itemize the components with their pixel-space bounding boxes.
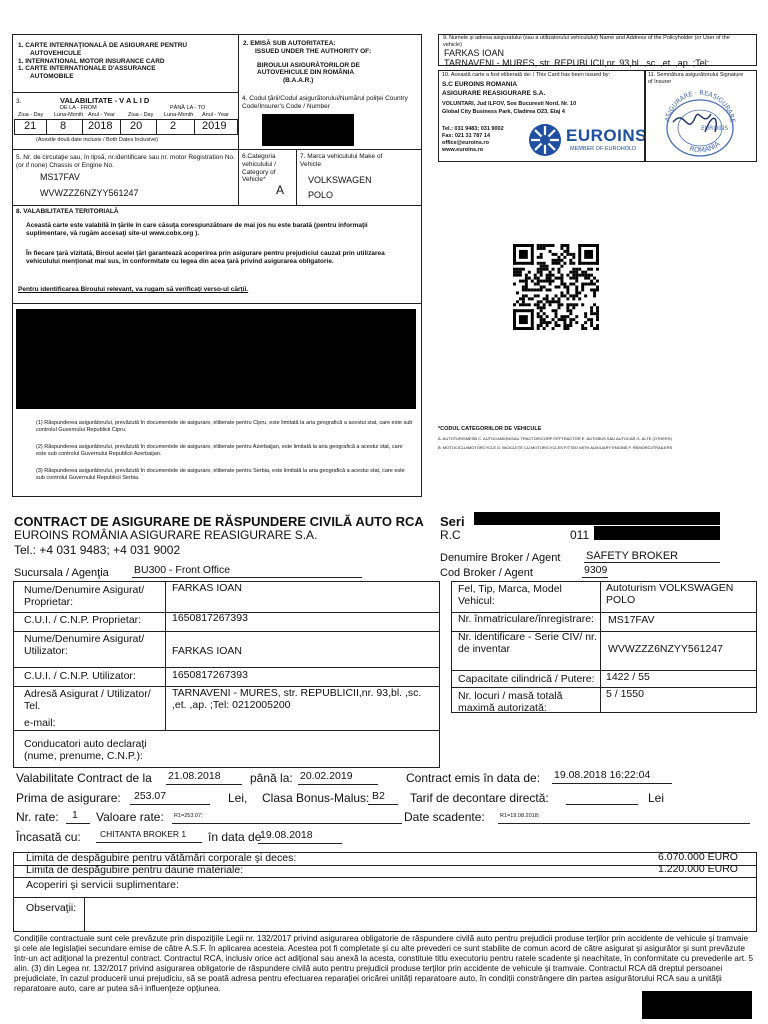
paid-date-label: în data de — [208, 830, 262, 844]
country-code-label: 4. Codul ţării/Codul asigurătorului/Numărul poliţei Country Code/Insurer's Code / Number — [242, 95, 408, 110]
territorial-p2: În fiecare ţară vizitată, Biroul acelei ţări garantează acoperirea prin asigurare pentru prejudiciul cauzat prin utilizarea vehiculului menţionat mai sus, în conformitate cu legea din acea ţară privind asigurarea obligatorie. — [26, 250, 385, 265]
vin-number: WVWZZZ6NZYY561247 — [40, 188, 139, 198]
euroins-logo-text: EUROINS — [566, 126, 647, 145]
territorial-p1: Această carte este valabilă în ţările în care căsuţa corespunzătoare de mai jos nu este barată (pentru informaţii suplimentare, vă rugăm accesaţi site-ul www.cobx.org ). — [26, 222, 368, 237]
validity-num: 3. — [16, 98, 22, 105]
insurer-stamp — [655, 88, 745, 158]
territorial-title: 8. VALABILITATEA TERITORIALĂ — [16, 208, 119, 215]
contract-valid-to-label: până la: — [250, 771, 293, 785]
broker-code-value: 9309 — [584, 564, 608, 576]
signature-label: 11. Semnătura asigurătorului Signature of Insurer — [648, 72, 744, 85]
rc-label: R.C — [440, 528, 461, 542]
policyholder-name: FARKAS IOAN — [444, 48, 505, 58]
material-limit-value: 1.220.000 EURO — [658, 863, 738, 875]
user-name-label: Nume/Denumire Asigurat/ Utilizator: — [24, 633, 145, 657]
address-label: Adresă Asigurat / Utilizator/ Tel. — [24, 688, 151, 712]
registration-number: MS17FAV — [40, 172, 80, 182]
issuer-email: office@euroins.ro — [442, 140, 489, 146]
bonus-malus-label: Clasa Bonus-Malus: — [262, 791, 370, 805]
category-label: 6.Categoria vehiculului / Category of Vehicle* — [242, 153, 276, 184]
issuer-address2: Global City Business Park, Cladirea O23, Etaj 4 — [442, 109, 565, 115]
issuer-fax: Fax: 021 31 787 14 — [442, 133, 491, 139]
make-line2: POLO — [308, 190, 334, 200]
bodily-limit-label: Limita de despăgubire pentru vătămări corporale şi deces: — [26, 852, 297, 864]
issuer-name2: ASIGURARE REASIGURARE S.A. — [442, 90, 546, 97]
contract-valid-from: 21.08.2018 — [168, 770, 221, 782]
euroins-logo-sub: MEMBER OF EUROHOLD — [570, 146, 637, 152]
redacted-series — [474, 512, 720, 525]
email-label: e-mail: — [24, 717, 56, 729]
contract-valid-to: 20.02.2019 — [300, 770, 353, 782]
paid-with-value: CHITANTA BROKER 1 — [100, 829, 187, 839]
drivers-label: Conducatori auto declaraţi (nume, prenume, C.N.P.): — [24, 738, 147, 762]
extra-coverage-label: Acoperiri şi servicii suplimentare: — [26, 879, 179, 891]
plate-label: Nr. înmatriculare/înregistrare: — [458, 613, 594, 625]
issuer-web: www.euroins.ro — [442, 147, 484, 153]
direct-settlement-label: Tarif de decontare directă: — [410, 791, 549, 805]
vin-value: WVWZZZ6NZYY561247 — [608, 643, 723, 655]
territorial-p3: Pentru identificarea Biroului relevant, va rugam să verificaţi verso-ul cărţii. — [18, 286, 249, 293]
contract-title: CONTRACT DE ASIGURARE DE RĂSPUNDERE CIVILĂ AUTO RCA — [14, 514, 424, 529]
owner-name-value: FARKAS IOAN — [172, 582, 243, 594]
redacted-rc — [594, 526, 720, 540]
address-value: TARNAVENI - MURES, str. REPUBLICII,nr. 93,bl. ,sc. ,et. ,ap. ;Tel: 0212005200 — [172, 687, 422, 711]
series-label: Seri — [440, 514, 465, 529]
note-1: (1) Răspunderea asigurătorului, prevăzută în documentele de asigurare, eliberate pentru Cipru, este limitată la aria geografică a acestui stat, care este sub controlul Guvernului Republicii Cipru. — [36, 420, 413, 433]
installment-value: R1=253.07; — [174, 813, 203, 819]
redacted-footer — [642, 991, 752, 1019]
user-name-value: FARKAS IOAN — [172, 645, 243, 657]
user-cnp-value: 1650817267393 — [172, 669, 248, 681]
note-2: (2) Răspunderea asigurătorului, prevăzută în documentele de asigurare, eliberate pentru Azerbaijan, este limitată la aria geografică a acestui stat, care este sub controlul Guvernului Republicii Azerbaijan. — [36, 444, 403, 457]
rc-fragment: 011 — [570, 528, 590, 542]
material-limit-label: Limita de despăgubire pentru daune materiale: — [26, 864, 244, 876]
authority-box: 2. EMISĂ SUB AUTORITATEA: ISSUED UNDER THE AUTHORITY OF: BIROULUI ASIGURĂTORILOR DE AUTOVEHICULE DIN ROMÂNIA (B.A.A.R.) — [243, 40, 372, 85]
validity-title: VALABILITATE - V A L I D — [60, 96, 150, 105]
branch-value: BU300 - Front Office — [134, 564, 231, 576]
category-codes-title: *CODUL CATEGORIILOR DE VEHICULE — [438, 426, 542, 432]
euroins-logo-icon — [527, 122, 563, 158]
registration-label: 5. Nr. de circulaţie sau, în lipsă, nr.identificare sau nr. motor Registration No. (or if none) Chassis or Engine No. — [16, 154, 235, 169]
due-dates-label: Date scadente: — [404, 810, 485, 824]
qr-code — [513, 244, 599, 330]
vehicle-type-label: Fel, Tip, Marca, Model Vehicul: — [458, 583, 562, 607]
seats-label: Nr. locuri / masă totală maximă autorizată: — [458, 690, 563, 714]
svg-text:EUROINS: EUROINS — [701, 125, 729, 132]
svg-text:ROMANIA: ROMANIA — [688, 139, 722, 155]
category-codes-line2: B. MOTOCICLU/MOTORCYCLE D. BICICLETE CU MOTOR/CYCLES FITTED WITH AUXILIARY ENGINE F. REMORCI/TRAILERS — [438, 445, 673, 450]
contract-valid-label: Valabilitate Contract de la — [16, 771, 152, 785]
owner-cnp-value: 1650817267393 — [172, 612, 248, 624]
branch-label: Sucursala / Agenţia — [14, 567, 109, 579]
card-title-box: 1. CARTE INTERNAŢIONALĂ DE ASIGURARE PENTRU AUTOVEHICULE 1. INTERNATIONAL MOTOR INSURANCE CARD 1. CARTE INTERNATIONALE D'ASSURANCE AUTOMOBILE — [18, 42, 188, 81]
make-line1: VOLKSWAGEN — [308, 175, 372, 185]
owner-name-label: Nume/Denumire Asigurat/ Proprietar: — [24, 584, 145, 608]
bonus-malus-value: B2 — [372, 790, 385, 802]
bodily-limit-value: 6.070.000 EURO — [658, 851, 738, 863]
due-dates-value: R1=19.08.2018; — [500, 813, 540, 819]
validity-dates: Ziua - Day Luna-Month Anul - Year Ziua - Day Luna-Month Anul - Year 21 8 2018 20 2 2019 — [14, 112, 236, 134]
owner-cnp-label: C.U.I. / C.N.P. Proprietar: — [24, 614, 142, 626]
redacted-country-grid — [16, 309, 416, 409]
footer-legal-text: Condiţiile contractuale sunt cele prevăzute prin dispoziţiile Legii nr. 132/2017 privind asigurarea obligatorie de răspundere civilă auto pentru prejudicii produse terţilor prin accidente de vehicule şi tramvaie şi cele ale legislaţiei secundare emise de către A.S.F. în aplicarea acesteia. Acestea pot fi completate şi cu alte prevederi ce sunt stabilite de comun acord de către asigurat şi asigurător şi sunt prevăzute într-un act adiţional la prezentul contract. Contractul RCA, inclusiv orice act adiţional sau anexă la acesta, constituie titlu executoriu pentru ratele scadente şi neachitate, în conformitate cu prevederile art. 5 alin. (3) din Legea nr. 132/2017 privind asigurarea obligatorie de răspundere civilă auto pentru prejudicii produse terţilor prin accidente de vehicule şi tramvaie. Contractul RCA dă dreptul persoanei prejudiciate, în cazul producerii unui prejudiciu, să se poată adresa pentru efectuarea reparaţiei oricărei unităţi reparatoare auto, în condiţii constrângere din partea asigurătorului RCA sau a unităţii reparatoare auto, care ar putea să-i influenţeze opţiunea. — [14, 934, 754, 994]
issuer-name: S.C EUROINS ROMANIA — [442, 81, 518, 88]
dates-note: (Acestle două date inclusiv / Both Dates Inclusive) — [36, 137, 158, 143]
broker-code-label: Cod Broker / Agent — [440, 567, 533, 579]
premium-value: 253.07 — [134, 790, 167, 802]
contract-issued-label: Contract emis în data de: — [406, 771, 541, 785]
premium-label: Prima de asigurare: — [16, 791, 121, 805]
capacity-label: Capacitate cilindrică / Putere: — [458, 673, 595, 685]
issuer-tel: Tel.: 031 9483; 031 9002 — [442, 126, 504, 132]
broker-label: Denumire Broker / Agent — [440, 552, 561, 564]
plate-value: MS17FAV — [608, 614, 655, 626]
installments-value: 1 — [72, 809, 78, 821]
capacity-value: 1422 / 55 — [606, 671, 650, 683]
make-label: 7. Marca vehiculului Make of Vehicle — [300, 153, 383, 168]
policyholder-label: 9. Numele şi adresa asiguratului (sau a utilizatorului vehiculului) Name and Address of the Policyholder (or User of the vehicle) — [443, 35, 730, 48]
vehicle-type-value: Autoturism VOLKSWAGEN POLO — [606, 582, 734, 606]
policyholder-address: TARNAVENI - MURES, str. REPUBLICII,nr. 93,bl. ,sc. ,et. ,ap. ;Tel: — [444, 58, 710, 68]
user-cnp-label: C.U.I. / C.N.P. Utilizator: — [24, 670, 136, 682]
contract-issued-value: 19.08.2018 16:22:04 — [554, 769, 651, 781]
from-label: DE LA - FROM — [60, 105, 97, 111]
company-name: EUROINS ROMÂNIA ASIGURARE REASIGURARE S.A. — [14, 528, 318, 542]
paid-date-value: 19.08.2018 — [260, 829, 313, 841]
paid-with-label: Încasată cu: — [16, 830, 81, 844]
note-3: (3) Răspunderea asigurătorului, prevăzută în documentele de asigurare, eliberate pentru Serbia, este limitată la aria geografică a acestui stat, care este sub controlul Guvernului Republicii Serbia. — [36, 468, 405, 481]
installment-value-label: Valoare rate: — [96, 810, 164, 824]
broker-value: SAFETY BROKER — [586, 550, 679, 562]
observations-label: Observaţii: — [26, 902, 77, 914]
redacted-policy-number — [262, 114, 354, 146]
vin-label: Nr. identificare - Serie CIV/ nr. de inventar — [458, 631, 597, 655]
category-value: A — [276, 183, 285, 197]
category-codes-line1: A. AUTOTURISMESB C. AUTOCAMION/SAU TRACTOR/CORP OFFTRACTOR E. AUTOBUS SAU AUTOCAR G. ALTE (OTHERS) — [438, 436, 672, 441]
direct-settlement-currency: Lei — [648, 791, 665, 805]
issuer-address1: VOLUNTARI, Jud ILFOV, Sos Bucuresti Nord, Nr. 10 — [442, 101, 577, 107]
company-phone: Tel.: +4 031 9483; +4 031 9002 — [14, 543, 181, 557]
premium-currency: Lei, — [228, 791, 248, 805]
to-label: PÂNĂ LA - TO — [170, 105, 206, 111]
svg-text:ASIGURARE · REASIGURARE: ASIGURARE · REASIGURARE — [663, 88, 737, 124]
seats-value: 5 / 1550 — [606, 688, 644, 700]
installments-label: Nr. rate: — [16, 810, 59, 824]
issuer-label: 10. Această carte a fost eliberată de: / This Card has been issued by: — [442, 72, 611, 78]
